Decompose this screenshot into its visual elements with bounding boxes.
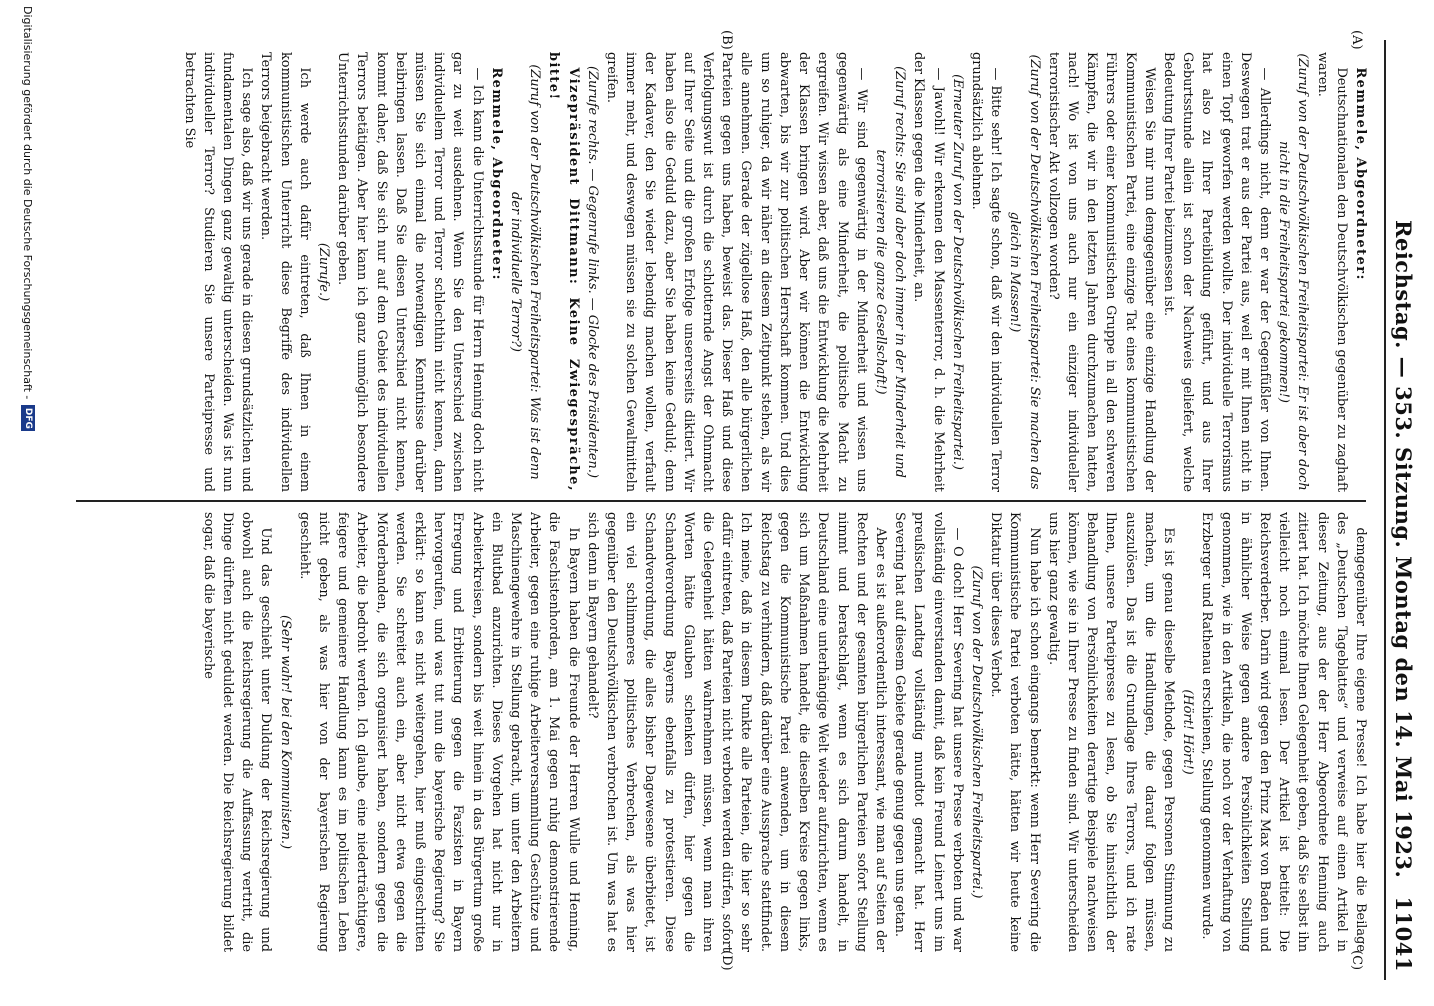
interjection: (Sehr wahr! bei den Kommunisten.) — [277, 615, 293, 849]
paragraph: — O doch! Herr Severing hat unsere Presse verboten und war vollständig einverstanden damit, daß kein Freund Leinert uns im preußischen Landtag vollständig mundtot gemacht hat. Herr Severing hat auf diesem Gebiete gerade genug gegen uns getan. — [892, 512, 965, 952]
paragraph: Aber es ist außerordentlich interessant, wie man auf Seiten der Rechten und der gesamten bürgerlichen Parteien sofort Stellung nimmt und beratschlagt, wenn es sich darum handelt, in Deutschland eine unterhängige Welt wieder aufzurichten, wenn es sich um Maßnahmen handelt, die dieselben Kreise gegen links, gegen die Kommunistische Partei anwenden, um in diesem Reichstag zu verhindern, daß darüber eine Aussprache stattfindet. Ich meine, daß in diesem Punkte alle Parteien, die hier so sehr dafür eintreten, daß Parteien nicht verboten werden dürfen, sofort die Gelegenheit hätten wahrnehmen müssen, wenn man ihren Worten hätte Glauben schenken dürfen, hier gegen die Schandverordnung Bayerns ebenfalls zu protestieren. Diese Schandverordnung, die alles bisher Dagewesene überbietet, ist ein viel schlimmeres politisches Verbrechen, als was hier gegenüber den Deutschvölkischen verbrochen ist. Um was hat es sich denn in Bayern gehandelt? — [584, 512, 888, 952]
margin-marker-a: (A) — [1349, 30, 1364, 50]
interjection: (Hört! Hört!) — [1180, 689, 1196, 775]
interjection: (Zuruf von der Deutschvölkischen Freiheitspartei: Sie machen das gleich in Massen!) — [1007, 54, 1042, 490]
paragraph: — Bitte sehr! Ich sagte schon, daß wir den individuellen Terror grundsätzlich ablehnen. — [968, 52, 1004, 492]
margin-marker-b: (B) — [719, 30, 734, 50]
interjection: (Erneuter Zuruf von der Deutschvölkischen Freiheitspartei.) — [949, 74, 965, 470]
dfg-logo-icon: DFG — [21, 405, 35, 431]
paragraph: Ich werde auch dafür eintreten, daß Ihnen in einem kommunistischen Unterricht diese Begriffe des individuellen Terrors beigebracht werden. — [258, 52, 312, 492]
interjection: (Zuruf von der Deutschvölkischen Freiheitspartei.) — [968, 565, 984, 899]
paragraph: Ich sage also, daß wir uns gerade in diesen grundsätzlichen und fundamentalen Dingen ganz gewaltig unterscheiden. Was ist nun individueller Terror? Studieren Sie unsere Parteipresse und betrachten Sie — [181, 52, 255, 492]
footer-text: Digitalisierung gefördert durch die Deutsche Forschungsgemeinschaft - — [21, 6, 35, 400]
left-column — [70, 52, 1370, 492]
interjection: (Zuruf rechts: Sie sind aber doch immer in der Minderheit und terrorisieren die ganze Gesellschaft!) — [872, 66, 908, 478]
interjection: (Zuruf von der Deutschvölkischen Freiheitspartei: Er ist aber doch nicht in die Freiheitspartei gekommen!) — [1276, 53, 1311, 491]
speaker-line: Remmele, Abgeordneter: — [1353, 67, 1368, 281]
paragraph: Deutschnationalen den Deutschvölkischen gegenüber zu zaghaft waren. — [1314, 52, 1349, 492]
margin-marker-c: (C) — [1349, 950, 1364, 971]
margin-marker-d: (D) — [719, 950, 734, 971]
paragraph: Und das geschieht unter Duldung der Reichsregierung und obwohl auch die Reichsregierung die Auffassung vertritt, die Dinge dürften nicht geduldet werden. Die Reichsregierung bildet sogar, daß die bayerische — [200, 512, 274, 952]
interjection: (Zurufe rechts. — Gegenrufe links. — Glocke des Präsidenten.) — [584, 66, 600, 478]
paragraph: demgegenüber Ihre eigene Presse! Ich habe hier die Beilage des „Deutschen Tageblattes“ und verweise auf einen Artikel in dieser Zeitung, aus der der Herr Abgeordnete Henning auch zitiert hat. Ich möchte Ihnen Gelegenheit geben, daß Sie selbst ihn vielleicht noch einmal lesen. Der Artikel ist betitelt: Die Reichsverderber. Darin wird gegen den Prinz Max von Baden und in ähnlicher Weise gegen andere Persönlichkeiten Stellung genommen, wie in den Artikeln, die noch vor der Verhaftung von Erzberger und Rathenau erschienen, Stellung genommen wurde. — [1199, 512, 1368, 952]
column-divider — [76, 500, 1366, 502]
paragraph: Nun habe ich schon eingangs bemerkt: wenn Herr Severing die Kommunistische Partei verboten hätte, hätten wir heute keine Diktatur über dieses Verbot. — [988, 512, 1042, 952]
right-column — [70, 512, 1370, 952]
interjection: (Zurufe.) — [316, 242, 332, 302]
page-footer — [15, 0, 41, 1006]
paragraph: — Jawohl! Wir erkennen den Massenterror, d. h. die Mehrheit der Klassen gegen die Minderheit, an. — [911, 52, 946, 492]
paragraph: — Ich kann die Unterrichtsstunde für Herrn Henning doch nicht gar zu weit ausdehnen. Wenn Sie den Unterschied zwischen individuellem Terror und Terror schlechthin nicht kennen, dann müssen Sie sich einmal die notwendigen Kenntnisse darüber beibringen lassen. Daß Sie diesen Unterschied nicht kennen, kommt daher, daß Sie sich nur auf dem Gebiet des individuellen Terrors betätigen. Aber hier kann ich ganz unmöglich besondere Unterrichtsstunden darüber geben. — [335, 52, 485, 492]
paragraph: — Wir sind gegenwärtig in der Minderheit und wissen uns gegenwärtig als eine Minderheit, die politische Macht zu ergreifen. Wir wissen aber, daß uns die Entwicklung die Mehrheit der Klassen bringen wird. Aber wir können die Entwicklung abwarten, bis wir zur politischen Herrschaft kommen. Und dies um so ruhiger, da wir näher an diesem Zeitpunkt stehen, als wir alle annehmen. Gerade der zügellose Haß, den alle bürgerlichen Parteien gegen uns haben, beweist das. Dieser Haß und diese Verfolgungswut ist durch die schlotternde Angst der Ohnmacht auf Ihrer Seite und die großen Erfolge unsererseits diktiert. Wir haben also die Geduld dazu, aber Sie haben keine Geduld; denn der Kadaver, den Sie wieder lebendig machen wollen, verfault immer mehr, und deswegen müssen sie zu solchen Gewaltmitteln greifen. — [604, 52, 869, 492]
speaker-line: Vizepräsident Dittmann: Keine Zwiegespräche, bitte! — [546, 52, 581, 492]
speaker-line: Remmele, Abgeordneter: — [488, 67, 504, 281]
paragraph: Es ist genau dieselbe Methode, gegen Personen Stimmung zu machen, um die Handlungen, die darauf folgen müssen, auszulösen. Das ist die Grundlage Ihres Terrors, und ich rate Ihnen, unsere Parteipresse zu lesen, ob Sie hinsichtlich der Behandlung von Persönlichkeiten derartige Beispiele nachweisen können, wie sie in Ihrer Presse zu finden sind. Wir unterscheiden uns hier ganz gewaltig. — [1045, 512, 1176, 952]
header-title: Reichstag. — 353. Sitzung. Montag den 14. Mai 1923. — [1391, 220, 1416, 879]
page-header — [1384, 40, 1422, 980]
interjection: (Zuruf von der Deutschvölkischen Freiheitspartei: Was ist denn der individuelle Terror?) — [508, 64, 543, 480]
paragraph: — Allerdings nicht, denn er war der Gegenfüßler von Ihnen. Deswegen trat er aus der Partei aus, weil er mit Ihnen nicht in einen Topf geworfen werden wollte. Der individuelle Terrorismus hat also zu Ihrer Parteibildung geführt, und aus Ihrer Geburtsstunde allein ist schon der Nachweis geliefert, welche Bedeutung Ihrer Partei beizumessen ist. — [1160, 52, 1272, 492]
page-number: 11041 — [1391, 896, 1416, 972]
paragraph: In Bayern haben die Freunde der Herren Wulle und Henning, die Faschistenhorden, am 1. Mai gegen ruhig demonstrierende Arbeiter, gegen eine ruhige Arbeiterversammlung Geschütze und Maschinengewehre in Stellung gebracht, um unter den Arbeitern ein Blutbad anzurichten. Dieses Vorgehen hat nicht nur in Arbeiterkreisen, sondern bis weit hinein in das Bürgertum große Erregung und Erbitterung gegen die Faszisten in Bayern hervorgerufen, und was tut nun die bayerische Regierung? Sie erklärt: so kann es nicht weitergehen, hier muß eingeschritten werden. Sie schreitet auch ein, aber nicht etwa gegen die Mörderbanden, die sich organisiert haben, sondern gegen die Arbeiter, die bedroht werden. Ich glaube, eine niederträchtigere, feigere und gemeinere Handlung kann es im politischen Leben nicht geben, als was hier von der bayerischen Regierung geschieht. — [296, 512, 581, 952]
paragraph: Weisen Sie mir nun demgegenüber eine einzige Handlung der Kommunistischen Partei, eine einzige Tat eines kommunistischen Führers oder einer kommunistischen Gruppe in all den schweren Kämpfen, die wir in den letzten Jahren durchzumachen hatten, nach! Wo ist von uns auch nur ein einziger individueller terroristischer Akt vollzogen worden? — [1045, 52, 1157, 492]
